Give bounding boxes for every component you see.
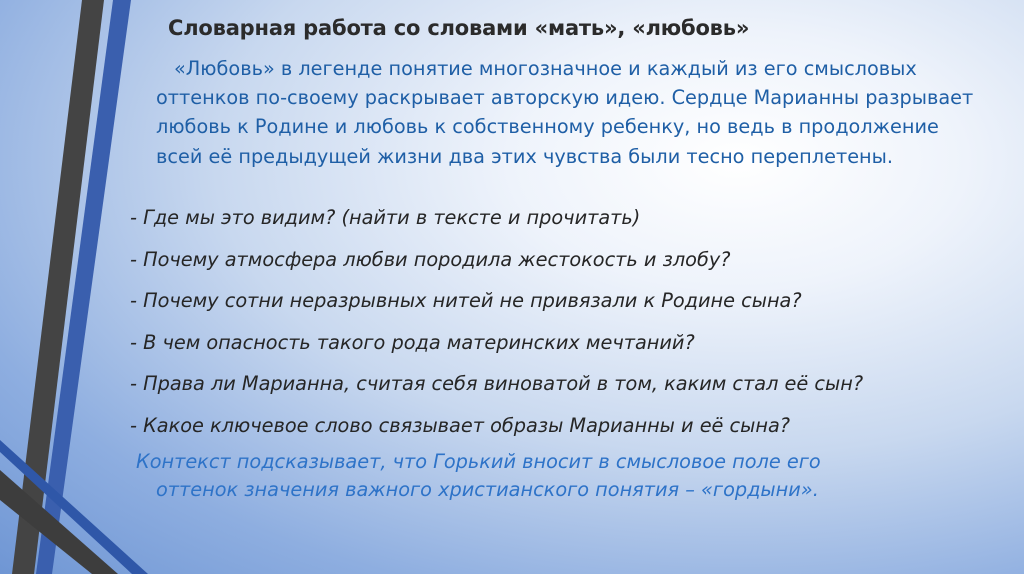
slide-title: Словарная работа со словами «мать», «любовь» xyxy=(168,16,750,40)
question-item: - Где мы это видим? (найти в тексте и прочитать) xyxy=(130,206,641,229)
question-list xyxy=(130,205,1010,454)
question-item: - В чем опасность такого рода материнских мечтаний? xyxy=(130,330,695,354)
question-item: - Почему атмосфера любви породила жестокость и злобу? xyxy=(130,247,731,271)
intro-paragraph: «Любовь» в легенде понятие многозначное и каждый из его смысловых оттенков по-своему раскрывает авторскую идею. Сердце Марианны разрывает любовь к Родине и любовь к собственному ребенку, но ведь в продолжение всей её предыдущей жизни два этих чувства были тесно переплетены. xyxy=(156,57,974,168)
question-item: - Почему сотни неразрывных нитей не привязали к Родине сына? xyxy=(130,289,802,312)
conclusion-text xyxy=(136,448,996,504)
question-item: - Права ли Марианна, считая себя виноватой в том, каким стал её сын? xyxy=(130,372,864,395)
question-item: - Какое ключевое слово связывает образы Марианны и её сына? xyxy=(130,413,791,437)
conclusion-line-1: Контекст подсказывает, что Горький вносит в смысловое поле его xyxy=(136,450,821,473)
conclusion-line-2: оттенок значения важного христианского понятия – «гордыни». xyxy=(156,478,819,501)
